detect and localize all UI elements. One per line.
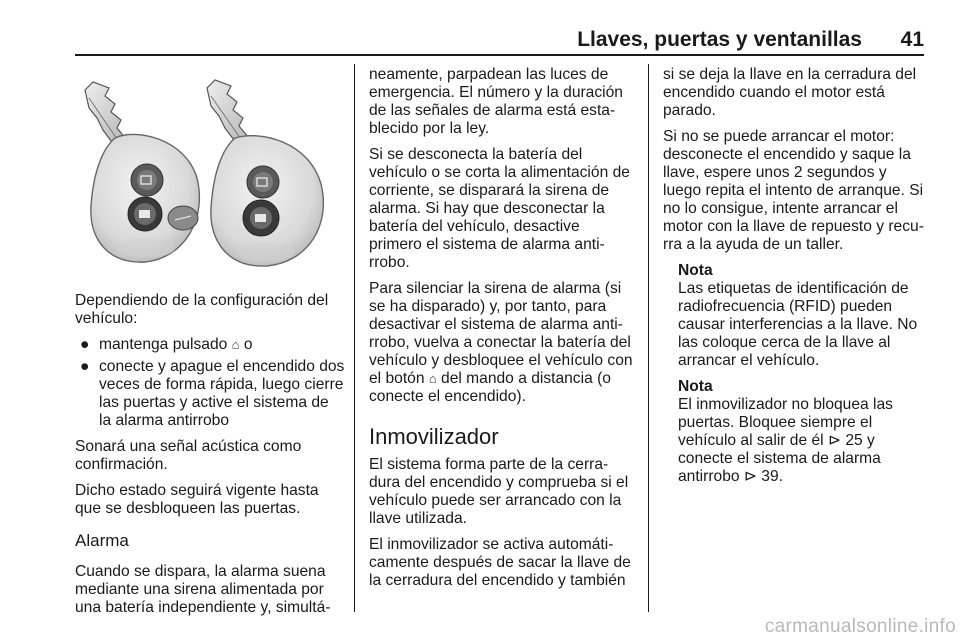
bullet-item <box>75 358 345 430</box>
bullet-item <box>75 336 345 354</box>
section-heading-alarma: Alarma <box>75 531 129 550</box>
note-text: Las etiquetas de identificación de radiofrecuencia (RFID) pueden causar interferencias a la llave. No las coloque cerca de la llave al arrancar el vehículo. <box>678 280 918 369</box>
paragraph: neamente, parpadean las luces de emergencia. El número y la duración de las señales de alarma está esta-blecido por la ley. <box>369 66 623 137</box>
page-reference[interactable]: 39. <box>756 468 783 485</box>
page-number: 41 <box>900 28 924 51</box>
note-title: Nota <box>678 378 713 395</box>
paragraph-text: Para silenciar la sirena de alarma (si se ha disparado) y, por tanto, para desactivar el sistema de alarma anti-rrobo, vuelva a conectar la batería del vehículo y desbloquee el vehículo con el botón <box>369 280 633 387</box>
paragraph: El sistema forma parte de la cerra-dura del encendido y comprueba si el vehículo puede ser arrancado con la llave utilizada. <box>369 456 629 527</box>
watermark: carmanualsonline.info <box>764 616 956 637</box>
note-box <box>678 262 927 370</box>
paragraph-text: del mando a distancia (o conecte el encendido). <box>369 370 611 405</box>
note-title: Nota <box>678 262 713 279</box>
paragraph: El inmovilizador se activa automáti-camente después de sacar la llave de la cerradura del encendido y también <box>369 536 631 589</box>
paragraph: Cuando se dispara, la alarma suena mediante una sirena alimentada por una batería independiente y, simultá- <box>75 563 331 616</box>
paragraph: Si se desconecta la batería del vehículo o se corta la alimentación de corriente, se disparará la sirena de alarma. Si hay que desconectar la batería del vehículo, desactive primero el sistema de alarma anti-rrobo. <box>369 146 630 271</box>
header-rule <box>75 54 924 56</box>
column-1 <box>75 292 345 625</box>
intro-text: Dependiendo de la configuración del vehículo: <box>75 292 329 327</box>
section-heading-inmovilizador: Inmovilizador <box>369 424 499 449</box>
note-box <box>678 378 927 486</box>
paragraph <box>369 280 635 406</box>
column-2 <box>369 66 635 598</box>
bullet-text: mantenga pulsado <box>99 336 228 353</box>
bullet-dot: ● <box>80 358 90 375</box>
column-divider-2 <box>648 64 649 612</box>
page-header <box>75 14 924 50</box>
column-divider-1 <box>354 64 355 612</box>
page-reference[interactable]: 25 y conecte el sistema de alarma antirrobo <box>678 432 881 485</box>
column-3 <box>663 66 927 494</box>
bullet-list <box>75 336 345 430</box>
two-remote-keys-illustration <box>75 68 338 282</box>
note-text: El inmovilizador no bloquea las puertas. Bloquee siempre el vehículo al salir de él <box>678 396 893 449</box>
bullet-dot: ● <box>80 336 90 353</box>
remote-keys-figure <box>75 68 338 282</box>
bullet-text-after: o <box>239 336 253 353</box>
paragraph: si se deja la llave en la cerradura del encendido cuando el motor está parado. <box>663 66 917 119</box>
header-title: Llaves, puertas y ventanillas <box>577 28 862 51</box>
paragraph: Sonará una señal acústica como confirmación. <box>75 438 302 473</box>
page-ref-icon: ⊳ <box>743 468 757 485</box>
lock-button-icon: ⌂ <box>231 337 240 352</box>
unlock-button-icon: ⌂ <box>428 371 437 386</box>
paragraph: Dicho estado seguirá vigente hasta que se desbloqueen las puertas. <box>75 482 319 517</box>
bullet-text: conecte y apague el encendido dos veces de forma rápida, luego cierre las puertas y active el sistema de la alarma antirrobo <box>99 358 345 429</box>
paragraph: Si no se puede arrancar el motor: desconecte el encendido y saque la llave, espere unos 2 segundos y luego repita el intento de arranque. Si no lo consigue, intente arrancar el motor con la llave de repuesto y recu-rra a la ayuda de un taller. <box>663 128 924 253</box>
page-ref-icon: ⊳ <box>827 432 842 449</box>
